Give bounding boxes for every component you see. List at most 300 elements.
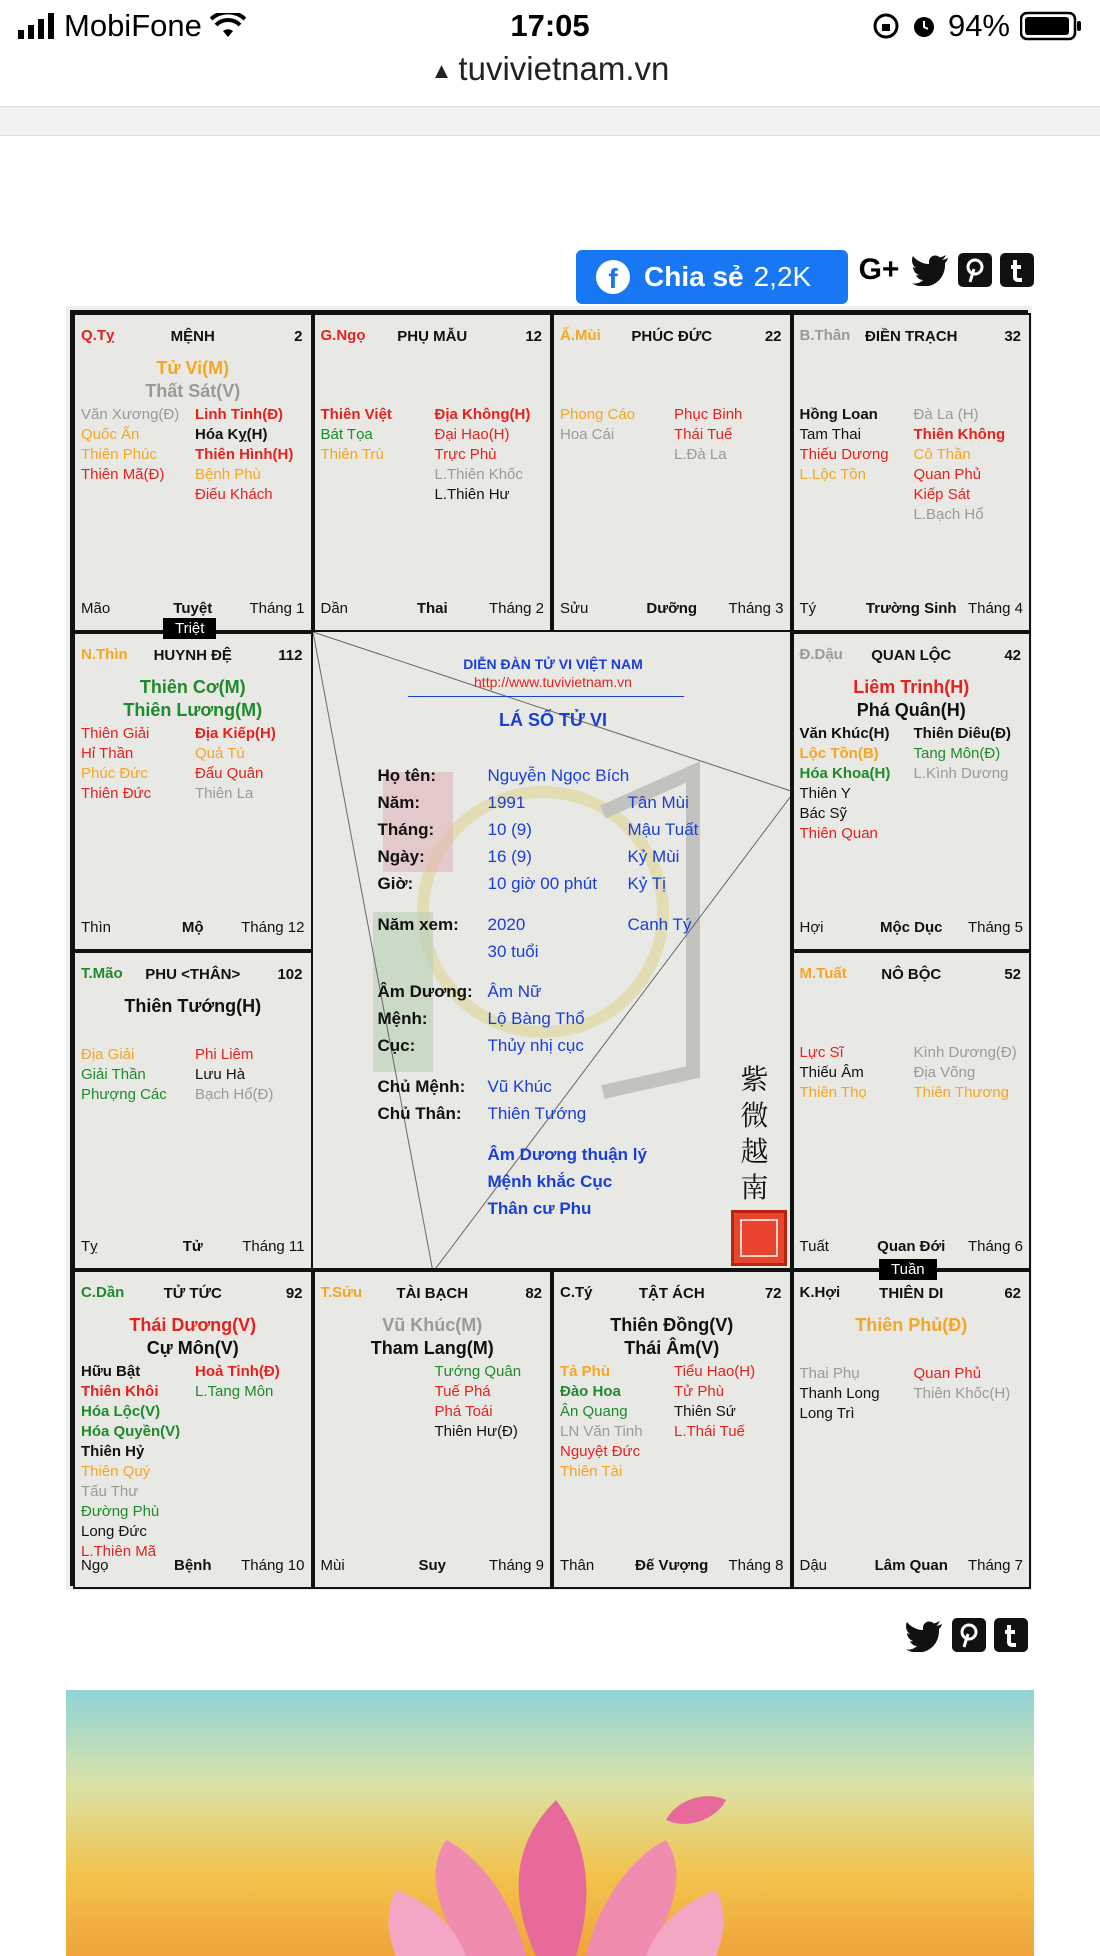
main-star: Thiên Cơ(M) bbox=[139, 677, 246, 697]
minor-star: Thiên Phúc bbox=[81, 446, 157, 463]
minor-star: Quốc Ấn bbox=[81, 426, 140, 443]
minor-stars-left bbox=[81, 1045, 167, 1105]
info-value: 1991 bbox=[487, 793, 526, 812]
minor-star: Long Đức bbox=[81, 1523, 147, 1540]
age-value: 30 tuổi bbox=[487, 942, 539, 961]
palace-branch: Dậu bbox=[799, 1557, 828, 1574]
minor-star: L.Đà La bbox=[674, 446, 727, 463]
minor-star: Bác Sỹ bbox=[799, 805, 848, 822]
info-row bbox=[378, 762, 778, 789]
minor-star: L.Thái Tuế bbox=[674, 1423, 745, 1440]
minor-star: Thiên Không bbox=[913, 426, 1006, 443]
minor-stars-right bbox=[195, 1362, 280, 1402]
minor-star: Tiểu Hao(H) bbox=[674, 1363, 756, 1380]
minor-stars-left bbox=[81, 405, 179, 485]
info-row bbox=[378, 978, 778, 1005]
palace-header bbox=[560, 1284, 784, 1304]
palace-footer bbox=[321, 1557, 545, 1575]
palace-stem: B.Thân bbox=[799, 327, 851, 344]
palace-number: 12 bbox=[525, 328, 542, 345]
twitter-icon bbox=[905, 1620, 943, 1652]
palace-name: QUAN LỘC bbox=[871, 647, 952, 664]
tumblr-button[interactable] bbox=[994, 1618, 1028, 1652]
minor-star: Linh Tinh(Đ) bbox=[195, 406, 284, 423]
palace-footer bbox=[560, 600, 784, 618]
minor-stars-left bbox=[81, 1362, 180, 1562]
palace-cycle: Quan Đới bbox=[877, 1238, 946, 1255]
social-buttons bbox=[856, 252, 1034, 288]
info-label: Ngày: bbox=[377, 847, 425, 866]
info-label: Họ tên: bbox=[377, 766, 437, 785]
palace-number: 72 bbox=[764, 1285, 782, 1302]
palace-month: Tháng 9 bbox=[488, 1557, 544, 1574]
palace-month: Tháng 7 bbox=[967, 1557, 1023, 1574]
palace-month: Tháng 8 bbox=[728, 1557, 784, 1574]
palace-number: 102 bbox=[277, 966, 303, 983]
triet-tag: Triệt bbox=[163, 618, 216, 639]
warning-icon: ▲ bbox=[430, 58, 453, 84]
minor-star: Địa Không(H) bbox=[434, 406, 531, 423]
minor-star: Tấu Thư bbox=[81, 1483, 139, 1500]
palace-branch: Ngọ bbox=[81, 1557, 109, 1574]
palace-branch: Tuất bbox=[799, 1238, 829, 1255]
palace-stem: M.Tuất bbox=[799, 965, 847, 982]
minor-star: Long Trì bbox=[799, 1405, 855, 1422]
palace-header bbox=[81, 327, 305, 347]
palace-month: Tháng 1 bbox=[249, 600, 305, 617]
minor-stars-left bbox=[321, 405, 392, 465]
info-row bbox=[378, 816, 778, 843]
minor-star: Thiên Đức bbox=[81, 785, 152, 802]
minor-star: Phượng Các bbox=[81, 1086, 167, 1103]
toolbar-band bbox=[0, 106, 1100, 136]
info-value: Lộ Bàng Thổ bbox=[487, 1009, 585, 1028]
minor-star: LN Văn Tinh bbox=[560, 1423, 643, 1440]
minor-star: Quan Phủ bbox=[913, 466, 982, 483]
minor-star: Tang Môn(Đ) bbox=[913, 745, 1001, 762]
palace-name: HUYNH ĐỆ bbox=[153, 647, 232, 664]
tuan-tag: Tuần bbox=[879, 1259, 937, 1280]
minor-star: Đẩu Quân bbox=[195, 765, 264, 782]
minor-star: L.Bạch Hổ bbox=[913, 506, 984, 523]
minor-stars-left bbox=[800, 1364, 880, 1424]
palace-month: Tháng 5 bbox=[967, 919, 1023, 936]
palace-month: Tháng 10 bbox=[241, 1557, 305, 1574]
seal-char: 紫 bbox=[740, 1063, 769, 1096]
minor-star: Bệnh Phù bbox=[195, 466, 261, 483]
pinterest-icon bbox=[956, 1622, 982, 1648]
palace-header bbox=[800, 327, 1024, 347]
minor-stars-right bbox=[195, 724, 276, 804]
minor-star: Thiên Quý bbox=[81, 1463, 151, 1480]
palace-name: THIÊN DI bbox=[879, 1285, 944, 1302]
info-row bbox=[378, 938, 778, 965]
palace-phumau bbox=[313, 313, 553, 632]
palace-number: 62 bbox=[1004, 1285, 1021, 1302]
palace-number: 2 bbox=[294, 328, 303, 345]
minor-star: Thiên Mã(Đ) bbox=[81, 466, 165, 483]
palace-number: 82 bbox=[525, 1285, 542, 1302]
minor-star: Lộc Tồn(B) bbox=[799, 745, 879, 762]
minor-stars-right bbox=[195, 1045, 273, 1105]
status-bar bbox=[0, 0, 1100, 54]
palace-branch: Hợi bbox=[799, 919, 824, 936]
status-icons bbox=[872, 8, 1082, 44]
minor-star: Thai Phụ bbox=[799, 1365, 860, 1382]
main-stars bbox=[794, 1314, 1030, 1337]
palace-thiendi bbox=[792, 1270, 1032, 1589]
palace-name: NÔ BỘC bbox=[881, 966, 942, 983]
palace-phucduc bbox=[552, 313, 792, 632]
palace-footer bbox=[81, 1557, 305, 1575]
site-link[interactable]: http://www.tuvivietnam.vn bbox=[474, 674, 632, 690]
minor-stars-right bbox=[914, 1364, 1011, 1404]
palace-cycle: Mộc Dục bbox=[879, 919, 943, 936]
main-star: Tử Vi(M) bbox=[156, 358, 230, 378]
minor-star: Hóa Kỵ(H) bbox=[195, 426, 268, 443]
carrier-name: MobiFone bbox=[64, 8, 202, 43]
minor-star: Điếu Khách bbox=[195, 486, 273, 503]
chart-note: Thân cư Phu bbox=[487, 1199, 592, 1218]
alarm-icon bbox=[910, 12, 938, 40]
main-stars bbox=[554, 1314, 790, 1360]
minor-stars-left bbox=[560, 1362, 643, 1482]
palace-branch: Mùi bbox=[320, 1557, 345, 1574]
palace-cycle: Tử bbox=[182, 1238, 203, 1255]
minor-star: Hỉ Thần bbox=[81, 745, 134, 762]
minor-star: Thiếu Dương bbox=[799, 446, 889, 463]
palace-name: TẬT ÁCH bbox=[638, 1285, 705, 1302]
palace-taibach bbox=[313, 1270, 553, 1589]
info-label: Năm: bbox=[377, 793, 421, 812]
info-label: Tháng: bbox=[377, 820, 435, 839]
minor-star: Đào Hoa bbox=[560, 1383, 621, 1400]
palace-number: 42 bbox=[1004, 647, 1021, 664]
share-count: 2,2K bbox=[753, 261, 812, 292]
minor-star: Tả Phù bbox=[560, 1363, 611, 1380]
google-plus-button[interactable]: G+ bbox=[858, 253, 900, 286]
minor-stars-right bbox=[435, 1362, 522, 1442]
palace-header bbox=[800, 1284, 1024, 1304]
palace-cycle: Mộ bbox=[181, 919, 204, 936]
seal-char: 南 bbox=[740, 1171, 769, 1204]
info-value: Thủy nhị cục bbox=[487, 1036, 584, 1055]
palace-month: Tháng 6 bbox=[967, 1238, 1023, 1255]
palace-stem: K.Hợi bbox=[799, 1284, 841, 1301]
main-star: Thiên Đồng(V) bbox=[610, 1315, 734, 1335]
minor-star: Giải Thần bbox=[81, 1066, 146, 1083]
palace-branch: Dần bbox=[320, 600, 349, 617]
minor-star: Phục Binh bbox=[674, 406, 743, 423]
info-value: 10 giờ 00 phút bbox=[487, 874, 597, 893]
minor-star: Thiên Y bbox=[799, 785, 851, 802]
minor-star: L.Tang Môn bbox=[195, 1383, 274, 1400]
info-row bbox=[378, 1073, 778, 1100]
minor-star: Bát Tọa bbox=[320, 426, 373, 443]
palace-number: 22 bbox=[764, 328, 782, 345]
minor-star: Thiên Việt bbox=[320, 406, 392, 423]
palace-branch: Mão bbox=[81, 600, 111, 617]
clock: 17:05 bbox=[510, 8, 590, 43]
info-value-can-chi: Tân Mùi bbox=[627, 793, 689, 812]
minor-star: Hoả Tinh(Đ) bbox=[195, 1363, 280, 1380]
minor-star: Thanh Long bbox=[799, 1385, 880, 1402]
main-star: Thiên Lương(M) bbox=[123, 700, 263, 720]
info-label: Chủ Mệnh: bbox=[377, 1077, 466, 1096]
minor-star: Lực Sĩ bbox=[799, 1044, 844, 1061]
info-value-can-chi: Kỷ Tị bbox=[627, 874, 666, 893]
battery-percent: 94% bbox=[947, 8, 1010, 43]
minor-star: Thiên Tài bbox=[560, 1463, 623, 1480]
info-value-can-chi: Canh Tý bbox=[627, 915, 692, 934]
info-row bbox=[378, 1032, 778, 1059]
palace-name: ĐIỀN TRẠCH bbox=[865, 328, 958, 345]
info-row bbox=[378, 870, 778, 897]
info-row bbox=[378, 911, 778, 938]
palace-footer bbox=[81, 919, 305, 937]
palace-header bbox=[321, 327, 545, 347]
minor-star: Địa Võng bbox=[913, 1064, 976, 1081]
palace-footer bbox=[800, 1557, 1024, 1575]
palace-phu bbox=[73, 951, 313, 1270]
minor-star: Hóa Khoa(H) bbox=[799, 765, 891, 782]
main-stars bbox=[315, 1314, 551, 1360]
lotus-flower-icon bbox=[66, 1690, 1034, 1956]
minor-stars-right bbox=[674, 1362, 755, 1442]
bottom-social-buttons bbox=[904, 1618, 1028, 1654]
minor-star: L.Thiên Hư bbox=[434, 486, 510, 503]
minor-star: L.Thiên Khốc bbox=[434, 466, 523, 483]
info-label: Cục: bbox=[377, 1036, 416, 1055]
info-label: Mệnh: bbox=[377, 1009, 428, 1028]
minor-star: Thiên Khôi bbox=[81, 1383, 159, 1400]
minor-star: Phá Toái bbox=[434, 1403, 493, 1420]
minor-star: Thiên Hư(Đ) bbox=[434, 1423, 518, 1440]
main-star: Thái Âm(V) bbox=[624, 1338, 720, 1358]
minor-star: Thiếu Âm bbox=[799, 1064, 864, 1081]
facebook-icon: f bbox=[596, 260, 630, 294]
palace-month: Tháng 4 bbox=[967, 600, 1023, 617]
minor-star: L.Thiên Mã bbox=[81, 1543, 157, 1560]
minor-star: Thiên Thương bbox=[913, 1084, 1009, 1101]
red-stamp-icon bbox=[731, 1210, 787, 1266]
minor-star: Địa Kiếp(H) bbox=[195, 725, 276, 742]
chart-title: LÁ SỐ TỬ VI bbox=[499, 710, 607, 730]
palace-name: PHU <THÂN> bbox=[145, 966, 241, 983]
minor-star: Phong Cáo bbox=[560, 406, 636, 423]
palace-branch: Sửu bbox=[560, 600, 589, 617]
palace-cycle: Bệnh bbox=[174, 1557, 212, 1574]
minor-stars-left bbox=[800, 724, 891, 844]
info-value: Âm Nữ bbox=[487, 982, 542, 1001]
palace-month: Tháng 3 bbox=[728, 600, 784, 617]
minor-star: Kiếp Sát bbox=[913, 486, 971, 503]
info-label: Năm xem: bbox=[377, 915, 459, 934]
info-value: Nguyễn Ngọc Bích bbox=[487, 766, 630, 785]
info-value: 16 (9) bbox=[487, 847, 532, 866]
minor-stars-left bbox=[800, 1043, 867, 1103]
rotation-lock-icon bbox=[872, 12, 900, 40]
pinterest-button[interactable] bbox=[952, 1618, 986, 1652]
minor-stars-right bbox=[914, 724, 1012, 784]
minor-star: Thiên Sứ bbox=[674, 1403, 736, 1420]
minor-stars-left bbox=[81, 724, 151, 804]
pinterest-button[interactable] bbox=[958, 253, 992, 287]
minor-star: Hóa Quyền(V) bbox=[81, 1423, 181, 1440]
minor-star: Thiên Hỷ bbox=[81, 1443, 145, 1460]
minor-star: Thiên Giải bbox=[81, 725, 150, 742]
pinterest-icon bbox=[962, 257, 988, 283]
title-divider bbox=[408, 696, 684, 697]
info-value-can-chi: Kỷ Mùi bbox=[627, 847, 680, 866]
chart-center-panel bbox=[311, 630, 792, 1270]
minor-star: Tướng Quân bbox=[434, 1363, 522, 1380]
minor-star: Lưu Hà bbox=[195, 1066, 246, 1083]
palace-cycle: Trường Sinh bbox=[865, 600, 957, 617]
palace-footer bbox=[81, 1238, 305, 1256]
main-star: Thiên Phủ(Đ) bbox=[855, 1315, 968, 1335]
url-bar[interactable] bbox=[0, 50, 1100, 100]
palace-dientrach bbox=[792, 313, 1032, 632]
info-value: Thiên Tướng bbox=[487, 1104, 587, 1123]
palace-month: Tháng 11 bbox=[242, 1238, 305, 1255]
minor-star: Cô Thần bbox=[913, 446, 971, 463]
calligraphy-text bbox=[735, 1062, 775, 1206]
minor-star: Thiên La bbox=[195, 785, 254, 802]
twitter-button[interactable] bbox=[904, 1618, 944, 1654]
palace-stem: C.Dần bbox=[81, 1284, 125, 1301]
minor-star: Địa Giải bbox=[81, 1046, 135, 1063]
minor-star: Đại Hao(H) bbox=[434, 426, 510, 443]
minor-star: Thiên Thọ bbox=[799, 1084, 867, 1101]
palace-header bbox=[560, 327, 784, 347]
minor-star: L.Kình Dương bbox=[913, 765, 1009, 782]
tumblr-icon bbox=[1004, 257, 1030, 283]
minor-stars-right bbox=[914, 1043, 1017, 1103]
minor-star: Tam Thai bbox=[799, 426, 861, 443]
palace-number: 32 bbox=[1004, 328, 1021, 345]
battery-icon bbox=[1020, 11, 1082, 41]
minor-star: Bạch Hổ(Đ) bbox=[195, 1086, 274, 1103]
minor-star: Ân Quang bbox=[560, 1403, 628, 1420]
info-row bbox=[378, 843, 778, 870]
palace-stem: Q.Tỵ bbox=[81, 327, 115, 344]
minor-star: Phúc Đức bbox=[81, 765, 148, 782]
minor-star: Kình Dương(Đ) bbox=[913, 1044, 1017, 1061]
main-stars bbox=[794, 676, 1030, 722]
minor-star: Hồng Loan bbox=[799, 406, 878, 423]
palace-stem: G.Ngọ bbox=[320, 327, 366, 344]
minor-stars-right bbox=[195, 405, 293, 505]
minor-stars-right bbox=[435, 405, 531, 505]
minor-star: Quả Tú bbox=[195, 745, 245, 762]
main-star: Thái Dương(V) bbox=[129, 1315, 257, 1335]
minor-star: Đường Phù bbox=[81, 1503, 160, 1520]
palace-tutuc bbox=[73, 1270, 313, 1589]
palace-cycle: Thai bbox=[416, 600, 448, 617]
minor-star: Thiên Diêu(Đ) bbox=[913, 725, 1011, 742]
minor-star: Thiên Hình(H) bbox=[195, 446, 294, 463]
minor-stars-left bbox=[560, 405, 635, 445]
main-star: Tham Lang(M) bbox=[370, 1338, 494, 1358]
minor-star: Văn Khúc(H) bbox=[799, 725, 890, 742]
forum-name: DIỄN ĐÀN TỬ VI VIỆT NAM bbox=[463, 656, 643, 672]
main-star: Vũ Khúc(M) bbox=[382, 1315, 483, 1335]
tumblr-button[interactable] bbox=[1000, 253, 1034, 287]
palace-header bbox=[81, 965, 305, 985]
url-text: tuvivietnam.vn bbox=[458, 50, 670, 87]
palace-nobo bbox=[792, 951, 1032, 1270]
palace-stem: C.Tý bbox=[560, 1284, 593, 1301]
minor-star: Thiên Trù bbox=[320, 446, 384, 463]
palace-name: PHỤ MẪU bbox=[397, 328, 468, 345]
info-label: Chủ Thân: bbox=[377, 1104, 462, 1123]
seal-char: 微 bbox=[740, 1099, 769, 1132]
palace-footer bbox=[800, 600, 1024, 618]
palace-stem: Đ.Dậu bbox=[799, 646, 843, 663]
info-label: Giờ: bbox=[377, 874, 414, 893]
palace-branch: Tỵ bbox=[81, 1238, 98, 1255]
palace-stem: Ấ.Mùi bbox=[560, 327, 601, 344]
palace-footer bbox=[560, 1557, 784, 1575]
minor-star: Hóa Lộc(V) bbox=[81, 1403, 161, 1420]
minor-star: Trực Phù bbox=[434, 446, 497, 463]
info-value: 10 (9) bbox=[487, 820, 532, 839]
palace-name: TỬ TỨC bbox=[163, 1285, 222, 1302]
info-row bbox=[378, 1005, 778, 1032]
palace-number: 112 bbox=[278, 647, 303, 664]
chart-grid bbox=[70, 310, 1028, 1586]
minor-stars-left bbox=[800, 405, 889, 485]
minor-stars-right bbox=[914, 405, 1006, 525]
chart-note: Âm Dương thuận lý bbox=[487, 1145, 647, 1164]
facebook-share-button[interactable] bbox=[576, 250, 848, 304]
palace-stem: T.Sửu bbox=[320, 1284, 363, 1301]
main-stars bbox=[75, 995, 311, 1018]
minor-star: Văn Xương(Đ) bbox=[81, 406, 180, 423]
palace-stem: T.Mão bbox=[81, 965, 123, 982]
palace-number: 92 bbox=[285, 1285, 303, 1302]
palace-name: PHÚC ĐỨC bbox=[631, 328, 713, 345]
info-label: Âm Dương: bbox=[377, 982, 473, 1001]
palace-footer bbox=[800, 1238, 1024, 1256]
twitter-button[interactable] bbox=[910, 252, 950, 288]
main-star: Thất Sát(V) bbox=[145, 381, 241, 401]
info-row bbox=[378, 789, 778, 816]
minor-star: L.Lộc Tồn bbox=[799, 466, 866, 483]
minor-star: Tử Phù bbox=[674, 1383, 725, 1400]
palace-name: TÀI BẠCH bbox=[396, 1285, 469, 1302]
main-stars bbox=[75, 357, 311, 403]
palace-header bbox=[81, 1284, 305, 1304]
palace-header bbox=[800, 965, 1024, 985]
chart-note: Mệnh khắc Cục bbox=[487, 1172, 613, 1191]
tumblr-icon bbox=[998, 1622, 1024, 1648]
palace-cycle: Suy bbox=[418, 1557, 446, 1574]
main-star: Liêm Trinh(H) bbox=[853, 677, 970, 697]
birth-info bbox=[378, 762, 778, 1242]
palace-branch: Tý bbox=[799, 600, 817, 617]
palace-tatach bbox=[552, 1270, 792, 1589]
palace-quanloc bbox=[792, 632, 1032, 951]
palace-header bbox=[81, 646, 305, 666]
palace-cycle: Tuyệt bbox=[173, 600, 213, 617]
main-star: Cự Môn(V) bbox=[146, 1338, 239, 1358]
palace-header bbox=[800, 646, 1024, 666]
palace-cycle: Dưỡng bbox=[646, 600, 698, 617]
minor-star: Nguyệt Đức bbox=[560, 1443, 641, 1460]
palace-menh bbox=[73, 313, 313, 632]
